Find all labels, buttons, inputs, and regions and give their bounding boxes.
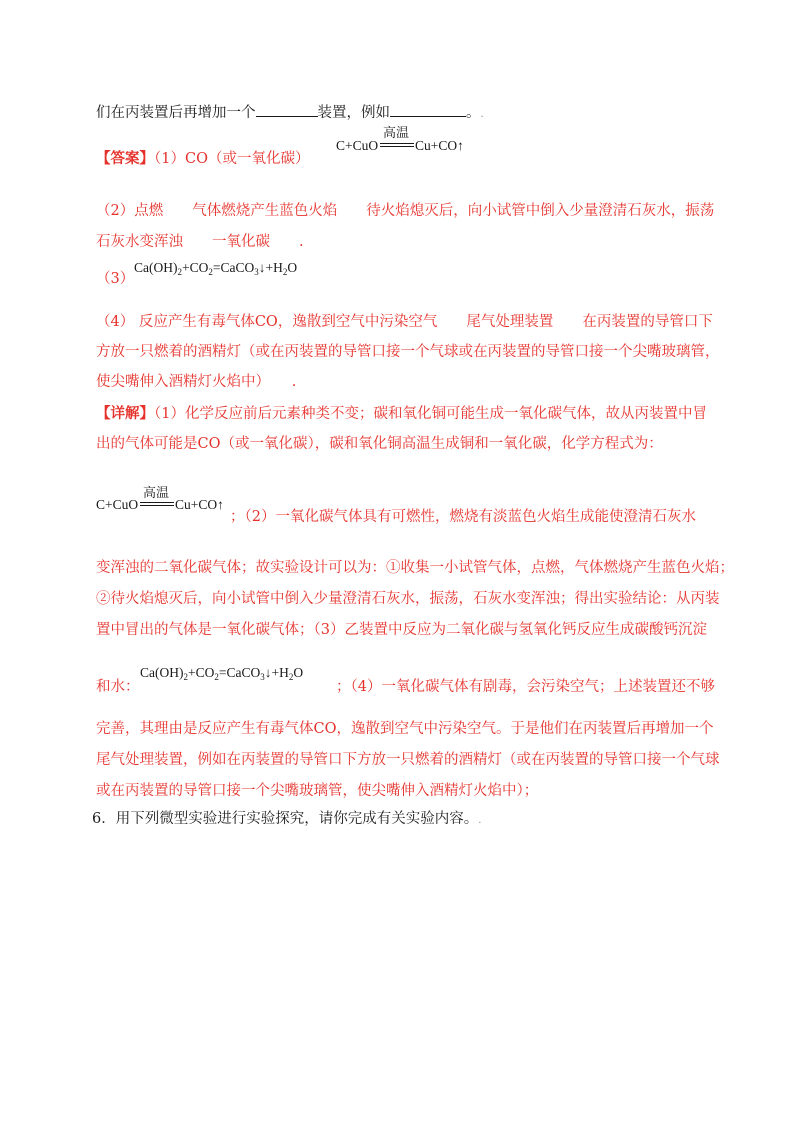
question-6: 6．用下列微型实验进行实验探究，请你完成有关实验内容。. xyxy=(92,811,482,827)
detail-2-line-3: ②待火焰熄灭后，向小试管中倒入少量澄清石灰水，振荡，石灰水变浑浊；得出实验结论：从丙装 xyxy=(96,591,720,607)
deq1-condition: 高温 xyxy=(143,485,170,500)
detail-4-line-1: ；（4）一氧化碳气体有剧毒，会污染空气；上述装置还不够 xyxy=(336,679,715,695)
detail-line-2: 出的气体可能是CO（或一氧化碳），碳和氧化铜高温生成铜和一氧化碳，化学方程式为： xyxy=(96,436,663,452)
detail-4-line-2: 完善，其理由是反应产生有毒气体CO，逸散到空气中污染空气。于是他们在丙装置后再增加一个 xyxy=(96,721,714,737)
deq1-bar-top xyxy=(140,502,174,503)
answer-blank-2 xyxy=(390,102,466,117)
deq1-rhs: Cu+CO↑ xyxy=(175,497,224,512)
q5-text-a: 们在丙装置后再增加一个 xyxy=(96,105,256,121)
deq1-lhs: C+CuO xyxy=(96,497,139,512)
detail-3-line-1: 置中冒出的气体是一氧化碳气体；（3）乙装置中反应为二氧化碳与氢氧化钙反应生成碳酸钙沉淀 xyxy=(96,622,707,638)
detail-2-line-1: ；（2）一氧化碳气体具有可燃性，燃烧有淡蓝色火焰生成能使澄清石灰水 xyxy=(230,509,696,525)
deq1-bar-bottom xyxy=(140,505,174,506)
question-5-tail: 们在丙装置后再增加一个 装置，例如 。. xyxy=(96,102,484,126)
answer-4-line-3: 使尖嘴伸入酒精灯火焰中） . xyxy=(96,374,297,390)
detail-2-line-2: 变浑浊的二氧化碳气体；故实验设计可以为：①收集一小试管气体，点燃，气体燃烧产生蓝色火焰； xyxy=(96,560,734,576)
eq1-condition: 高温 xyxy=(383,125,410,140)
equation-2: $Ca(OH)_2+CO_2=CaCO_3↓+H_2O$ xyxy=(134,260,298,277)
q5-text-b: 装置，例如 xyxy=(317,105,390,121)
answer-2-line-1: （2）点燃 气体燃烧产生蓝色火焰 待火焰熄灭后，向小试管中倒入少量澄清石灰水，振荡 xyxy=(96,203,715,219)
detail-1-text: （1）化学反应前后元素种类不变；碳和氧化铜可能生成一氧化碳气体，故从丙装置中冒 xyxy=(154,406,707,422)
detail-line-1 xyxy=(96,403,707,425)
detail-label: 【详解】 xyxy=(96,405,154,422)
question-6-text: 6．用下列微型实验进行实验探究，请你完成有关实验内容。 xyxy=(92,811,479,827)
answer-line-1 xyxy=(96,148,309,170)
eq1-lhs: C+CuO xyxy=(336,138,379,153)
answer-3-label: （3） xyxy=(96,271,135,287)
answer-blank-1 xyxy=(256,102,318,117)
detail-3-prefix: 和水： xyxy=(96,679,140,695)
q5-text-c: 。 xyxy=(466,105,481,121)
answer-1: （1）CO（或一氧化碳） xyxy=(154,151,310,167)
eq1-rhs: Cu+CO↑ xyxy=(415,138,464,153)
answer-label: 【答案】 xyxy=(96,150,154,167)
detail-4-line-4: 或在丙装置的导管口接一个尖嘴玻璃管，使尖嘴伸入酒精灯火焰中）； xyxy=(96,783,539,799)
answer-4-line-1: （4） 反应产生有毒气体CO，逸散到空气中污染空气 尾气处理装置 在丙装置的导管口下 xyxy=(96,314,713,330)
detail-4-line-3: 尾气处理装置，例如在丙装置的导管口下方放一只燃着的酒精灯（或在丙装置的导管口接一个气球 xyxy=(96,752,720,768)
answer-4-line-2: 方放一只燃着的酒精灯（或在丙装置的导管口接一个气球或在丙装置的导管口接一个尖嘴玻璃管， xyxy=(96,344,720,360)
answer-2-line-2: 石灰水变浑浊 一氧化碳 . xyxy=(96,234,304,250)
detail-equation-2: $Ca(OH)_2+CO_2=CaCO_3↓+H_2O$ xyxy=(140,665,304,682)
eq1-bar-bottom xyxy=(380,146,414,147)
eq1-bar-top xyxy=(380,143,414,144)
